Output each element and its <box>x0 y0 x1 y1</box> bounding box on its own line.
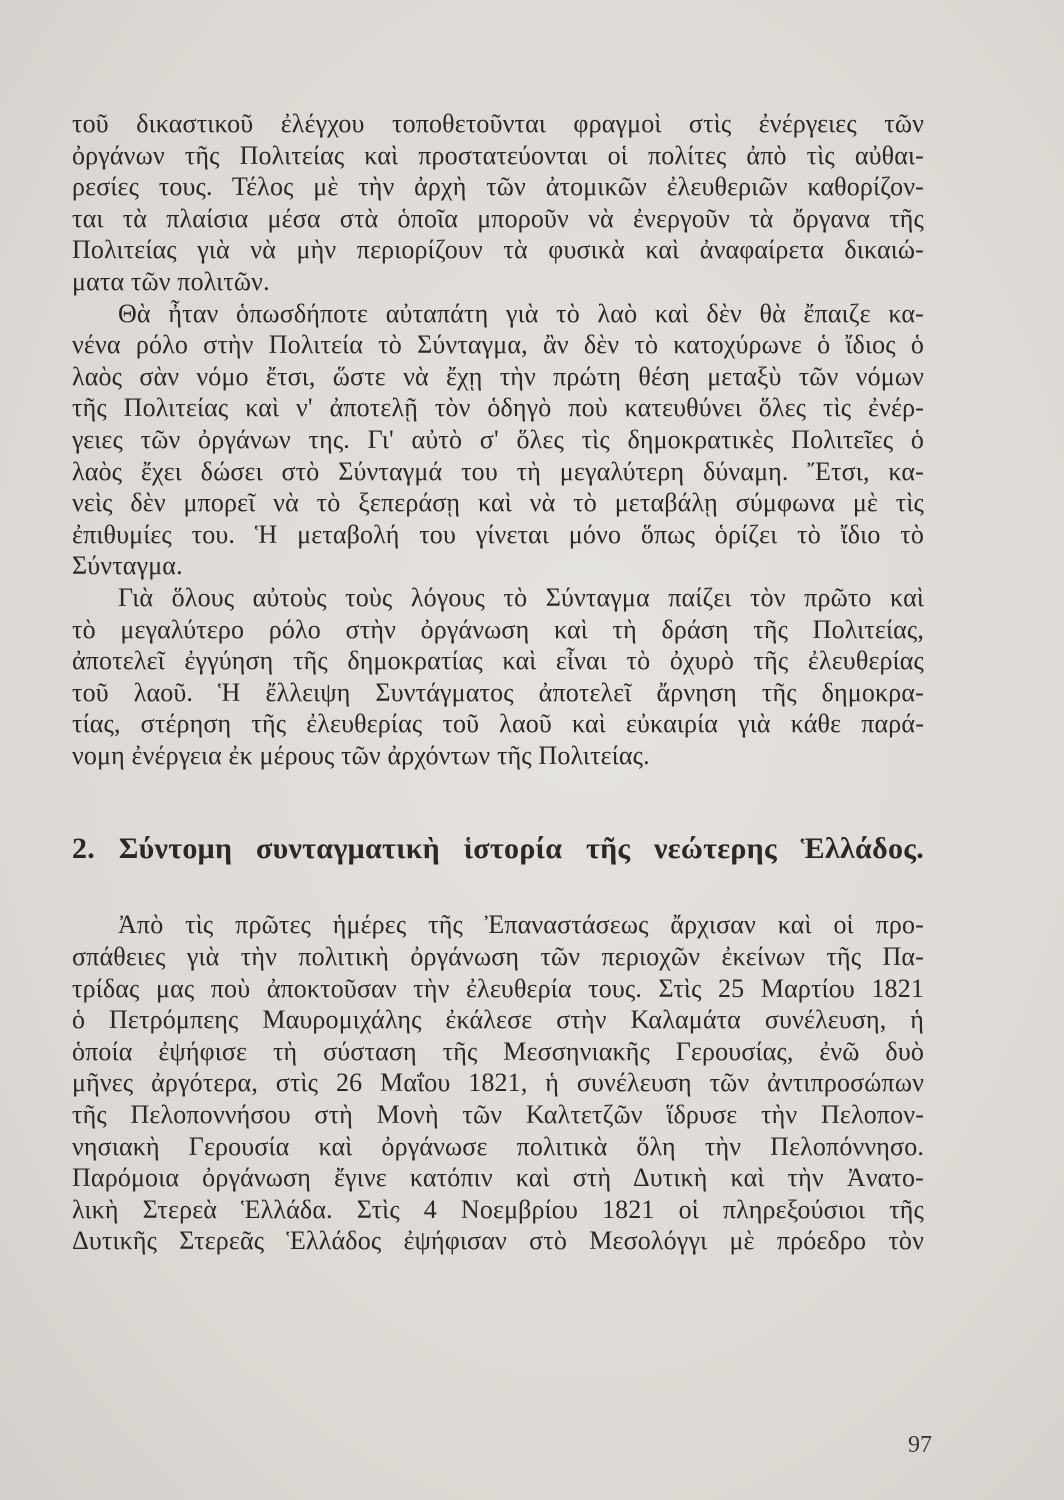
text-line: Δυτικῆς Στερεᾶς Ἑλλάδος ἐψήφισαν στὸ Μεσολόγγι μὲ πρόεδρο τὸν <box>72 1226 924 1256</box>
text-line: ται τὰ πλαίσια μέσα στὰ ὁποῖα μποροῦν νὰ ἐνεργοῦν τὰ ὄργανα τῆς <box>72 203 924 233</box>
text-line: Θὰ ἦταν ὁπωσδήποτε αὐταπάτη γιὰ τὸ λαὸ καὶ δὲν θὰ ἔπαιζε κα- <box>118 298 924 328</box>
text-line: Πολιτείας γιὰ νὰ μὴν περιορίζουν τὰ φυσικὰ καὶ ἀναφαίρετα δικαιώ- <box>72 235 924 265</box>
text-line: ἀποτελεῖ ἐγγύηση τῆς δημοκρατίας καὶ εἶναι τὸ ὀχυρὸ τῆς ἐλευθερίας <box>72 646 924 676</box>
text-line: νομη ἐνέργεια ἐκ μέρους τῶν ἀρχόντων τῆς Πολιτείας. <box>72 740 650 770</box>
text-line: Παρόμοια ὀργάνωση ἔγινε κατόπιν καὶ στὴ Δυτικὴ καὶ τὴν Ἀνατο- <box>72 1163 924 1193</box>
text-line: τοῦ λαοῦ. Ἡ ἔλλειψη Συντάγματος ἀποτελεῖ ἄρνηση τῆς δημοκρα- <box>72 677 924 707</box>
text-line: μῆνες ἀργότερα, στὶς 26 Μαΐου 1821, ἡ συνέλευση τῶν ἀντιπροσώπων <box>72 1068 924 1098</box>
text-line: γειες τῶν ὀργάνων της. Γι' αὐτὸ σ' ὅλες τὶς δημοκρατικὲς Πολιτεῖες ὁ <box>72 424 924 454</box>
page-number: 97 <box>908 1432 932 1458</box>
text-line: Σύνταγμα. <box>72 551 183 581</box>
text-line: λαὸς ἔχει δώσει στὸ Σύνταγμά του τὴ μεγαλύτερη δύναμη. Ἔτσι, κα- <box>72 456 924 486</box>
text-line: νένα ρόλο στὴν Πολιτεία τὸ Σύνταγμα, ἂν δὲν τὸ κατοχύρωνε ὁ ἴδιος ὁ <box>72 330 924 360</box>
text-line: Ἀπὸ τὶς πρῶτες ἡμέρες τῆς Ἐπαναστάσεως ἄρχισαν καὶ οἱ προ- <box>118 910 924 940</box>
paragraph-3 <box>72 582 924 772</box>
text-line: τῆς Πολιτείας καὶ ν' ἀποτελῇ τὸν ὁδηγὸ ποὺ κατευθύνει ὅλες τὶς ἐνέρ- <box>72 393 924 423</box>
paragraph-1 <box>72 108 924 298</box>
text-line: νεὶς δὲν μπορεῖ νὰ τὸ ξεπεράσῃ καὶ νὰ τὸ μεταβάλῃ σύμφωνα μὲ τὶς <box>72 488 924 518</box>
paragraph-4 <box>72 909 924 1257</box>
section-heading: 2. Σύντομη συνταγματικὴ ἱστορία τῆς νεώτερης Ἑλλάδος. <box>72 832 924 866</box>
text-line: τῆς Πελοποννήσου στὴ Μονὴ τῶν Καλτετζῶν ἵδρυσε τὴν Πελοπον- <box>72 1100 924 1130</box>
text-line: ἐπιθυμίες του. Ἡ μεταβολή του γίνεται μόνο ὅπως ὁρίζει τὸ ἴδιο τὸ <box>72 519 924 549</box>
text-line: τὸ μεγαλύτερο ρόλο στὴν ὀργάνωση καὶ τὴ δράση τῆς Πολιτείας, <box>72 614 924 644</box>
text-line: σπάθειες γιὰ τὴν πολιτικὴ ὀργάνωση τῶν περιοχῶν ἐκείνων τῆς Πα- <box>72 942 924 972</box>
text-line: ὁ Πετρόμπεης Μαυρομιχάλης ἐκάλεσε στὴν Καλαμάτα συνέλευση, ἡ <box>72 1005 924 1035</box>
text-line: λικὴ Στερεὰ Ἑλλάδα. Στὶς 4 Νοεμβρίου 1821 οἱ πληρεξούσιοι τῆς <box>72 1194 924 1224</box>
text-line: ρεσίες τους. Τέλος μὲ τὴν ἀρχὴ τῶν ἀτομικῶν ἐλευθεριῶν καθορίζον- <box>72 172 924 202</box>
text-line: ὀργάνων τῆς Πολιτείας καὶ προστατεύονται οἱ πολίτες ἀπὸ τὶς αὐθαι- <box>72 140 924 170</box>
text-line: Γιὰ ὅλους αὐτοὺς τοὺς λόγους τὸ Σύνταγμα παίζει τὸν πρῶτο καὶ <box>118 582 924 612</box>
text-line: ματα τῶν πολιτῶν. <box>72 266 270 296</box>
text-line: ὁποία ἐψήφισε τὴ σύσταση τῆς Μεσσηνιακῆς Γερουσίας, ἐνῶ δυὸ <box>72 1036 924 1066</box>
text-line: τοῦ δικαστικοῦ ἐλέγχου τοποθετοῦνται φραγμοὶ στὶς ἐνέργειες τῶν <box>72 109 924 138</box>
text-line: νησιακὴ Γερουσία καὶ ὀργάνωσε πολιτικὰ ὅλη τὴν Πελοπόννησο. <box>72 1131 924 1161</box>
text-line: τρίδας μας ποὺ ἀποκτοῦσαν τὴν ἐλευθερία τους. Στὶς 25 Μαρτίου 1821 <box>72 973 924 1003</box>
text-line: τίας, στέρηση τῆς ἐλευθερίας τοῦ λαοῦ καὶ εὐκαιρία γιὰ κάθε παρά- <box>72 709 924 739</box>
text-column <box>72 108 924 1257</box>
paragraph-2 <box>72 298 924 582</box>
text-line: λαὸς σὰν νόμο ἔτσι, ὥστε νὰ ἔχῃ τὴν πρώτη θέση μεταξὺ τῶν νόμων <box>72 361 924 391</box>
